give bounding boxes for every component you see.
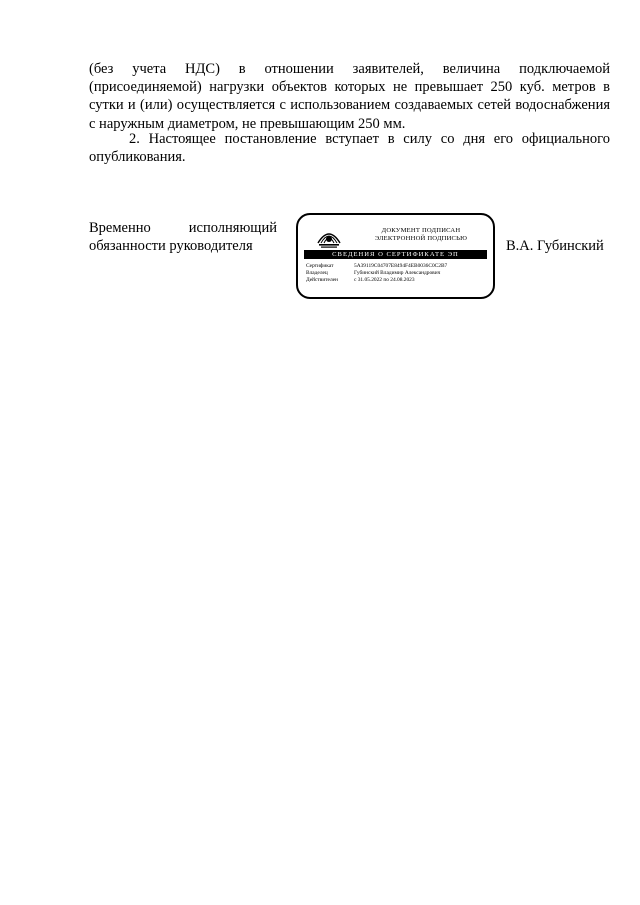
position-line-2: обязанности руководителя xyxy=(89,238,253,255)
validity-label: Действителен xyxy=(306,277,338,284)
owner-value: Губинский Владимир Александрович xyxy=(354,270,441,277)
validity-row xyxy=(306,277,491,284)
validity-value: с 31.05.2022 по 24.08.2023 xyxy=(354,277,415,284)
position-line-1 xyxy=(89,219,277,237)
stamp-header-line-2: ЭЛЕКТРОННОЙ ПОДПИСЬЮ xyxy=(374,235,468,242)
stamp-title-bar: СВЕДЕНИЯ О СЕРТИФИКАТЕ ЭП xyxy=(304,250,487,259)
position-word-2: исполняющий xyxy=(188,220,277,236)
position-word-1: Временно xyxy=(89,220,151,236)
coat-of-arms-icon xyxy=(316,223,342,249)
signatory-name: В.А. Губинский xyxy=(506,238,604,254)
owner-label: Владелец xyxy=(306,270,328,277)
stamp-header-line-1: ДОКУМЕНТ ПОДПИСАН xyxy=(381,227,461,234)
electronic-signature-stamp xyxy=(296,213,495,299)
certificate-value: 5A39119C04707E8494F4EB0036C0C2B7 xyxy=(354,263,448,269)
stamp-header xyxy=(352,227,490,243)
stamp-details xyxy=(306,263,491,285)
signatory-position xyxy=(89,219,277,255)
paragraph-2: 2. Настоящее постановление вступает в силу со дня его официального опубликования. xyxy=(89,131,610,166)
certificate-label: Сертификат xyxy=(306,263,334,269)
paragraph-1: (без учета НДС) в отношении заявителей, величина подключаемой (присоединяемой) нагрузки объектов которых не превышает 250 куб. метров в сутки и (или) осуществляется с использованием создаваемых сетей водоснабжения с наружным диаметром, не превышающим 250 мм. xyxy=(89,61,610,132)
